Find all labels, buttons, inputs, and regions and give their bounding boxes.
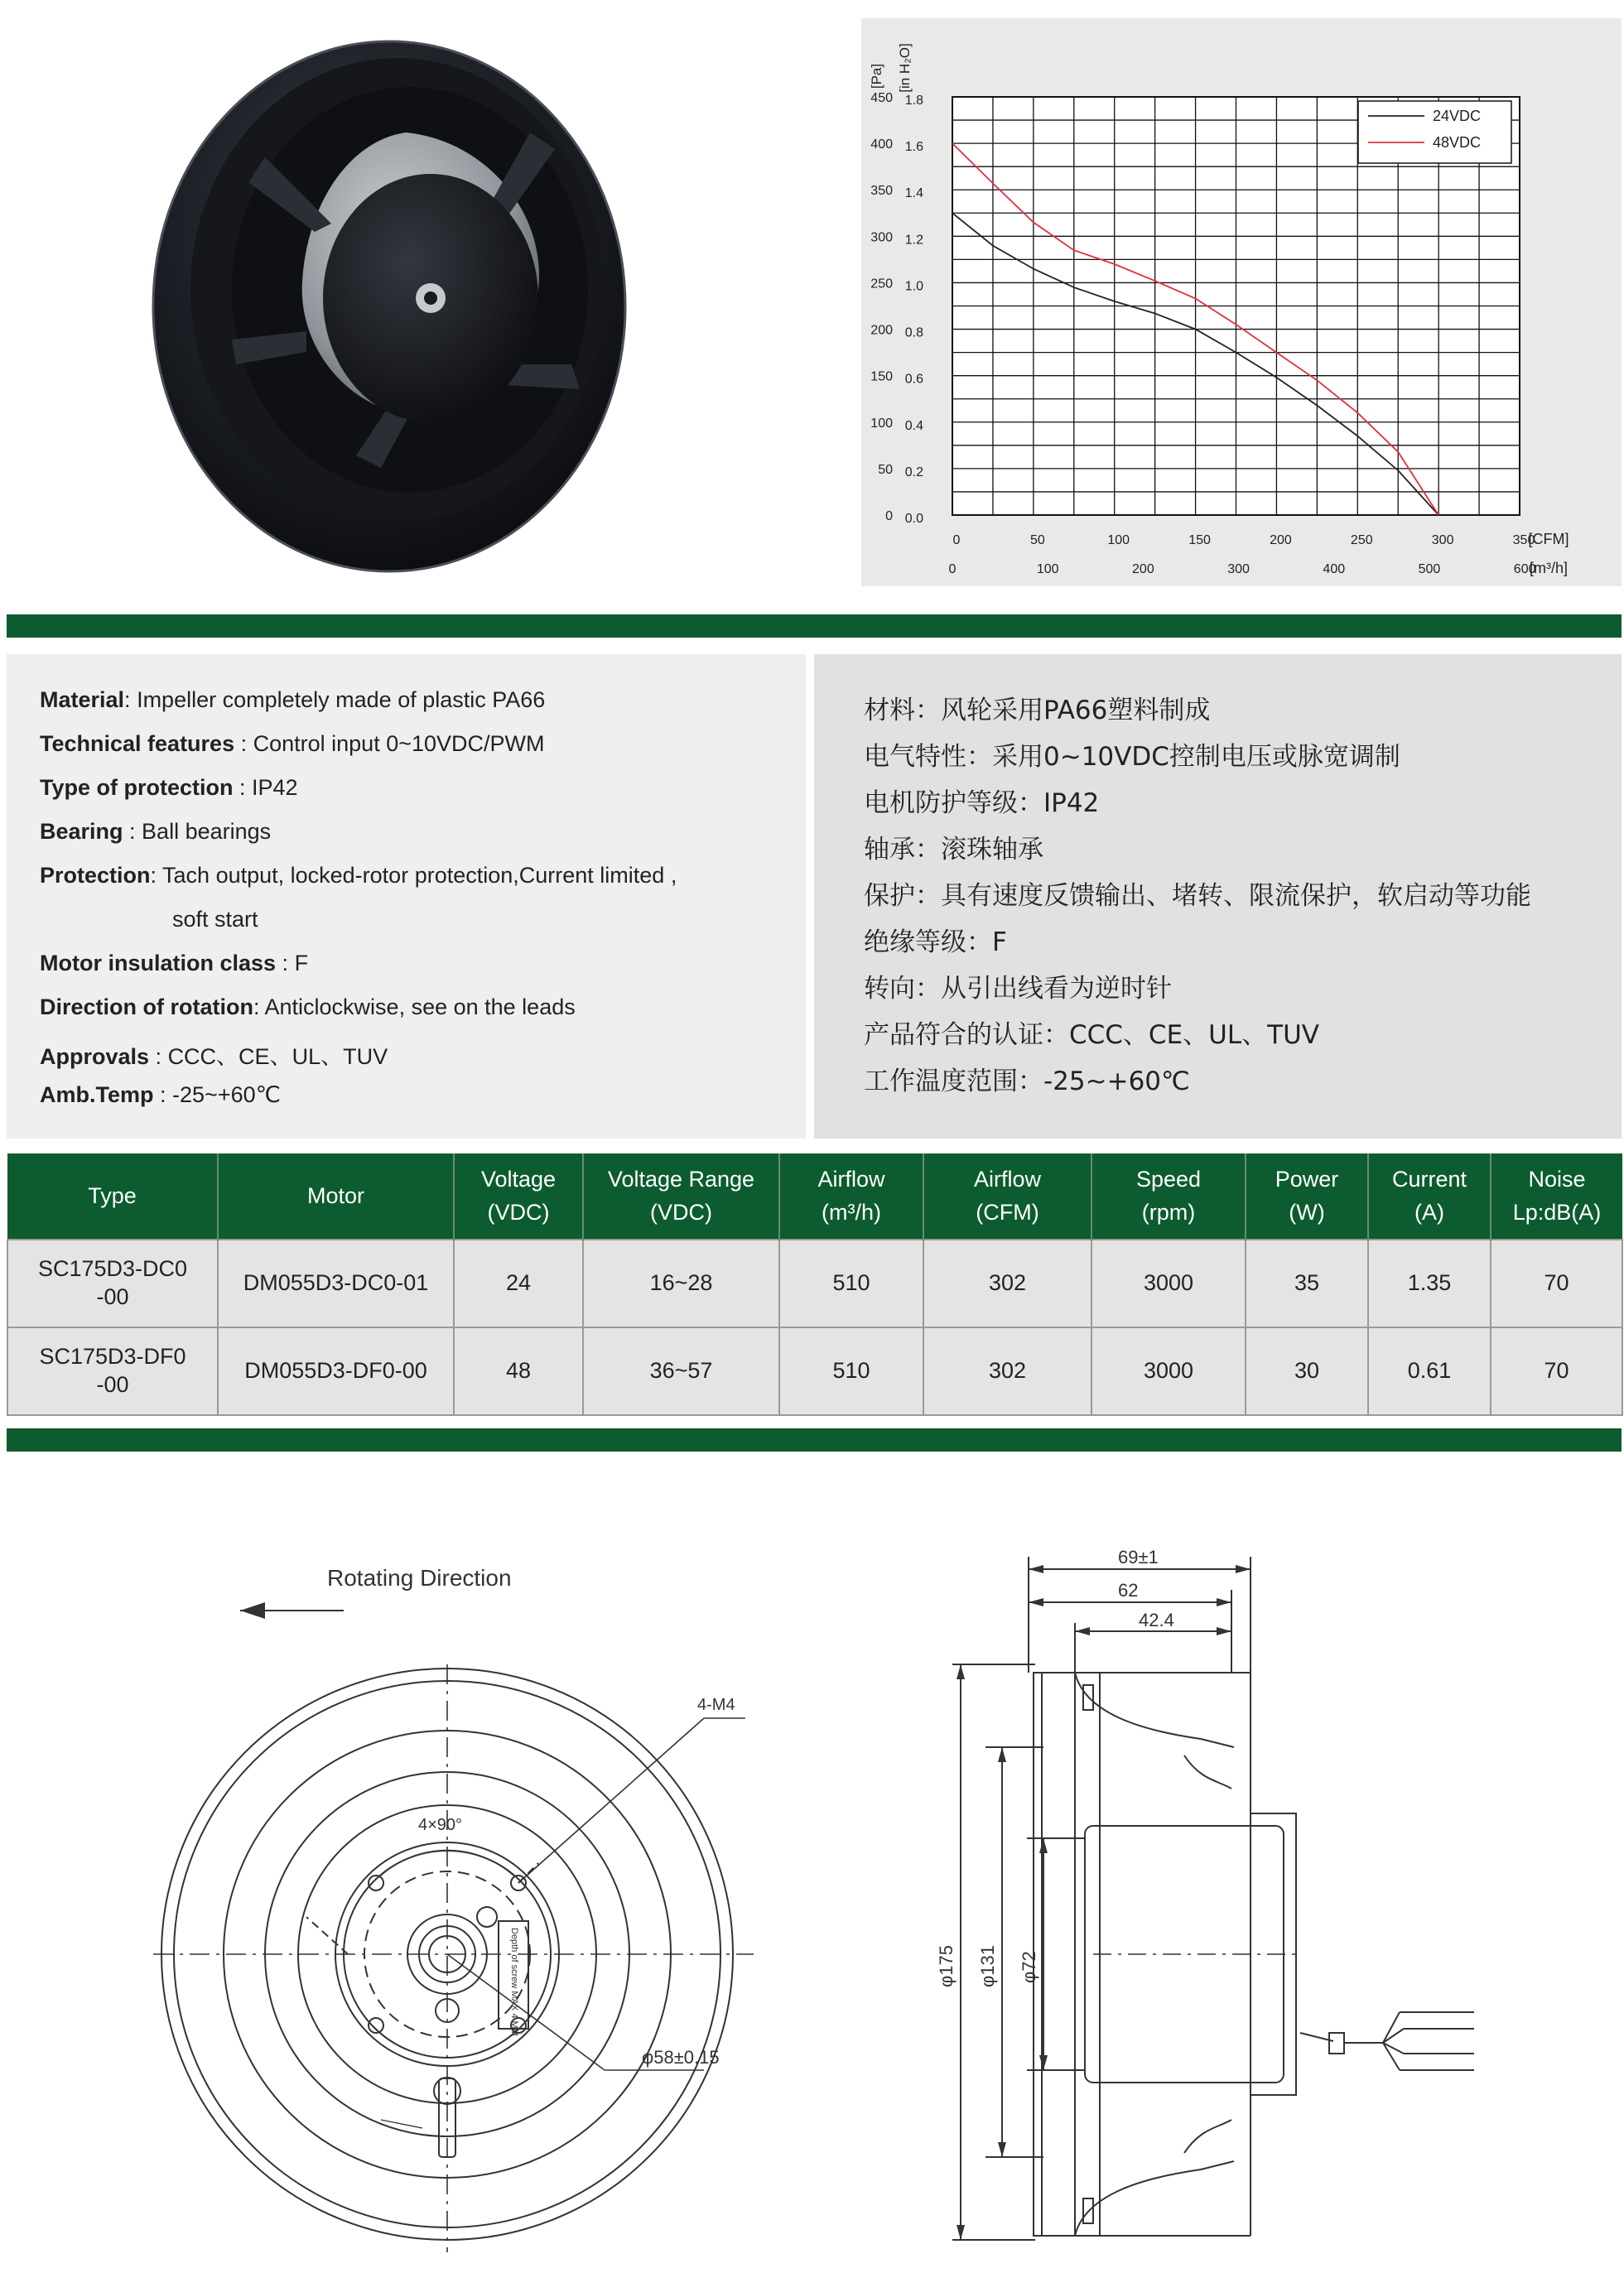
cell-voltage: 48 [454, 1327, 583, 1415]
spec-protection: Protection: Tach output, locked-rotor protection,Current limited , [40, 863, 677, 888]
y2-tick-label: 1.8 [904, 94, 923, 108]
dim-total-label: 69±1 [1118, 1547, 1159, 1568]
y-tick-label: 300 [870, 230, 893, 245]
x-tick-label: 200 [1270, 533, 1292, 547]
col-current: Current (A) [1368, 1153, 1491, 1240]
y2-tick-label: 1.0 [904, 279, 923, 294]
legend-label-24VDC: 24VDC [1433, 108, 1482, 124]
cell-power: 30 [1246, 1327, 1368, 1415]
y-tick-label: 200 [870, 323, 893, 338]
table-header-row [7, 1153, 1622, 1240]
x2-tick-label: 0 [948, 562, 957, 576]
cn-protection: 保护：具有速度反馈输出、堵转、限流保护，软启动等功能 [864, 881, 1531, 911]
screws-label: 4-M4 [697, 1696, 735, 1714]
cell-current: 0.61 [1368, 1327, 1491, 1415]
cell-range: 16~28 [583, 1240, 779, 1327]
x-tick-label: 50 [1029, 533, 1045, 547]
y2-tick-label: 0.2 [904, 465, 923, 479]
spec-temp: Amb.Temp : -25~+60℃ [40, 1082, 281, 1107]
x2-tick-label: 400 [1323, 562, 1346, 576]
fan-impeller-photo [141, 17, 671, 588]
screw-note-label: Depth of screw MAX 4 MM [509, 1928, 519, 2036]
col-noise: Noise Lp:dB(A) [1491, 1153, 1622, 1240]
y-tick-label: 100 [870, 416, 893, 431]
x-tick-label: 300 [1431, 533, 1454, 547]
y2-tick-label: 1.6 [904, 140, 923, 155]
cell-speed: 3000 [1092, 1240, 1246, 1327]
y-tick-label: 400 [870, 137, 893, 152]
col-type: Type [7, 1153, 218, 1240]
dia-175-label: φ175 [936, 1945, 957, 1987]
y2-tick-label: 1.4 [904, 186, 923, 201]
cn-approvals: 产品符合的认证：CCC、CE、UL、TUV [864, 1020, 1319, 1050]
y2-tick-label: 0.8 [904, 325, 923, 340]
divider-bar-bottom [7, 1428, 1622, 1452]
cn-rotation: 转向：从引出线看为逆时针 [864, 974, 1172, 1004]
spec-rotation: Direction of rotation: Anticlockwise, see on the leads [40, 994, 576, 1019]
x2-tick-label: 500 [1418, 562, 1441, 576]
spec-protection-type: Type of protection : IP42 [40, 775, 298, 800]
table-row [7, 1327, 1622, 1415]
spec-material: Material: Impeller completely made of plastic PA66 [40, 687, 546, 712]
cell-type: SC175D3-DF0 -00 [7, 1327, 218, 1415]
bolt-circle-label: φ58±0.15 [642, 2047, 720, 2068]
cn-material: 材料：风轮采用PA66塑料制成 [864, 696, 1211, 725]
dia-72-label: φ72 [1019, 1951, 1039, 1983]
spec-technical: Technical features : Control input 0~10VDC/PWM [40, 731, 545, 756]
cn-bearing: 轴承：滚珠轴承 [864, 835, 1043, 864]
cell-current: 1.35 [1368, 1240, 1491, 1327]
front-view-drawing [141, 1540, 853, 2269]
y-tick-label: 150 [870, 369, 893, 384]
spec-insulation: Motor insulation class : F [40, 951, 309, 975]
y2-tick-label: 0.0 [904, 512, 923, 526]
cell-range: 36~57 [583, 1327, 779, 1415]
table-row [7, 1240, 1622, 1327]
legend-label-48VDC: 48VDC [1433, 134, 1482, 151]
y2-axis-label: [in H₂O] [897, 43, 913, 93]
cell-motor: DM055D3-DC0-01 [218, 1240, 454, 1327]
cell-airflow-cfm: 302 [923, 1240, 1092, 1327]
col-motor: Motor [218, 1153, 454, 1240]
cell-speed: 3000 [1092, 1327, 1246, 1415]
col-airflow-m3h: Airflow (m³/h) [779, 1153, 923, 1240]
x-tick-label: 350 [1512, 533, 1535, 547]
col-speed: Speed (rpm) [1092, 1153, 1246, 1240]
performance-chart [861, 18, 1622, 586]
y2-tick-label: 0.4 [904, 418, 923, 433]
cn-protection-grade: 电机防护等级：IP42 [864, 788, 1100, 818]
cell-type: SC175D3-DC0 -00 [7, 1240, 218, 1327]
y-tick-label: 350 [870, 184, 893, 199]
cell-noise: 70 [1491, 1240, 1622, 1327]
cn-temp: 工作温度范围：-25~+60℃ [864, 1067, 1190, 1096]
rotating-direction-label: Rotating Direction [327, 1565, 512, 1591]
col-voltage-range: Voltage Range (VDC) [583, 1153, 779, 1240]
col-voltage: Voltage (VDC) [454, 1153, 583, 1240]
cell-airflow-cfm: 302 [923, 1327, 1092, 1415]
dim-62-label: 62 [1118, 1580, 1139, 1601]
y-axis-label: [Pa] [869, 63, 884, 89]
side-view-drawing [870, 1540, 1598, 2269]
x2-tick-label: 100 [1036, 562, 1059, 576]
cell-noise: 70 [1491, 1327, 1622, 1415]
y2-tick-label: 1.2 [904, 233, 923, 248]
x2-tick-label: 200 [1132, 562, 1154, 576]
divider-bar-top [7, 614, 1622, 638]
y2-tick-label: 0.6 [904, 372, 923, 387]
cn-insulation: 绝缘等级：F [864, 927, 1007, 957]
performance-chart-panel [861, 18, 1622, 586]
angle-label: 4×90° [418, 1816, 463, 1834]
cn-electrical: 电气特性：采用0~10VDC控制电压或脉宽调制 [864, 742, 1400, 772]
col-power: Power (W) [1246, 1153, 1368, 1240]
spec-protection-cont: soft start [172, 907, 258, 932]
x-axis-label: [CFM] [1528, 531, 1569, 547]
specs-chinese [814, 654, 1622, 1139]
x2-tick-label: 600 [1513, 562, 1536, 576]
x-tick-label: 0 [952, 533, 961, 547]
spec-approvals: Approvals : CCC、CE、UL、TUV [40, 1044, 388, 1069]
cell-power: 35 [1246, 1240, 1368, 1327]
y-tick-label: 450 [870, 91, 893, 105]
x2-tick-label: 300 [1227, 562, 1250, 576]
specs-english [7, 654, 806, 1139]
cell-motor: DM055D3-DF0-00 [218, 1327, 454, 1415]
cell-airflow-m3h: 510 [779, 1327, 923, 1415]
x2-axis-label: [m³/h] [1529, 560, 1569, 576]
col-airflow-cfm: Airflow (CFM) [923, 1153, 1092, 1240]
dia-131-label: φ131 [977, 1945, 998, 1987]
cell-airflow-m3h: 510 [779, 1240, 923, 1327]
x-tick-label: 100 [1107, 533, 1130, 547]
x-tick-label: 250 [1350, 533, 1373, 547]
dim-42-label: 42.4 [1139, 1610, 1174, 1630]
y-tick-label: 250 [870, 277, 893, 291]
cell-voltage: 24 [454, 1240, 583, 1327]
x-tick-label: 150 [1188, 533, 1211, 547]
y-tick-label: 50 [878, 462, 893, 477]
model-spec-table [7, 1153, 1623, 1416]
spec-bearing: Bearing : Ball bearings [40, 819, 272, 844]
y-tick-label: 0 [885, 509, 893, 523]
